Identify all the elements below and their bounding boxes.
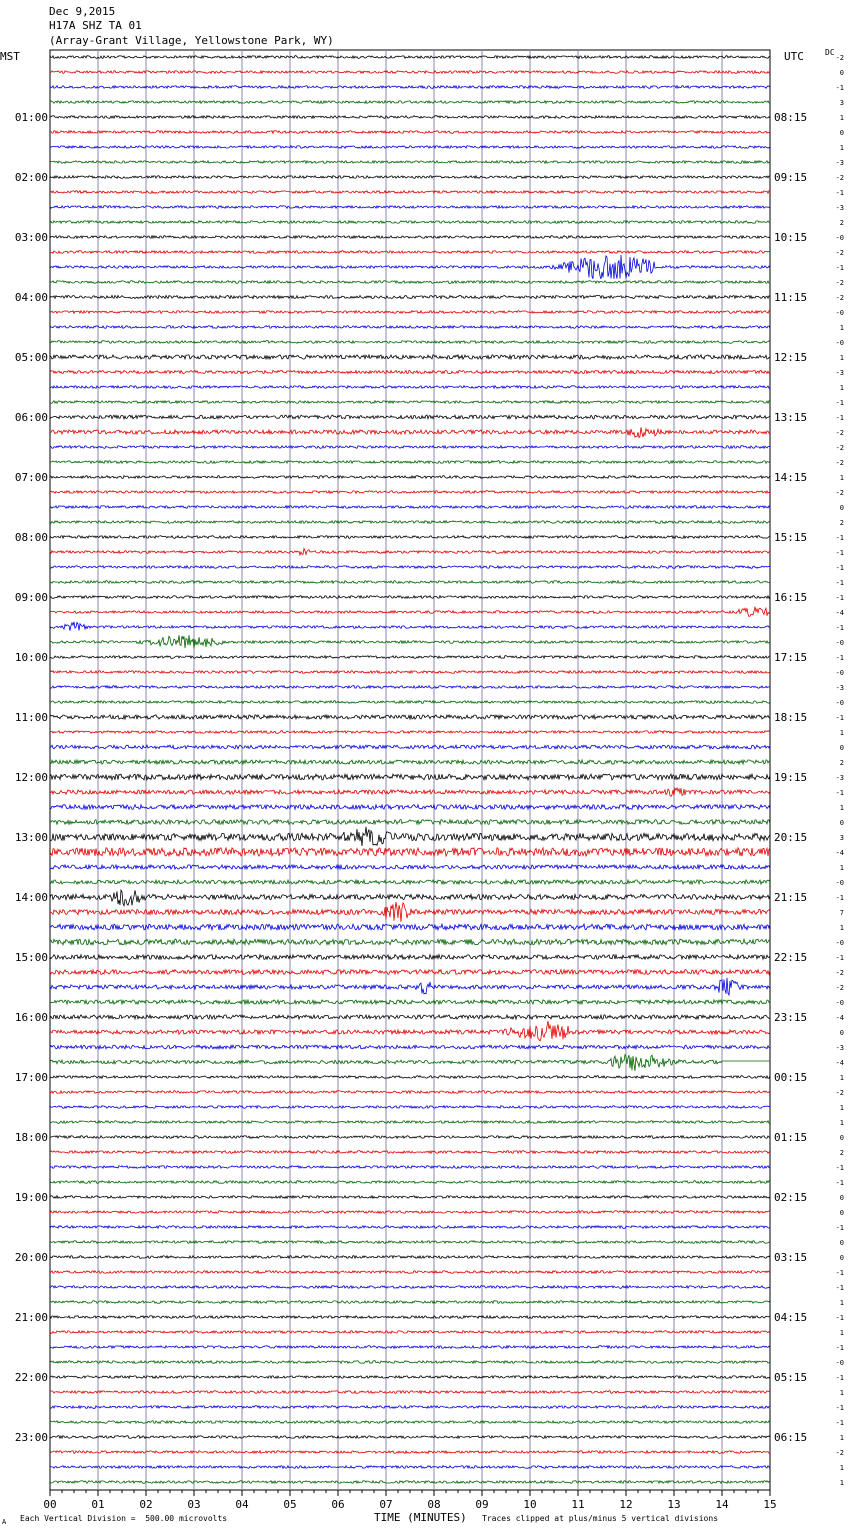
dc-offset-value: -3 (835, 1044, 844, 1052)
trace-line (50, 671, 770, 674)
left-hour-label: 17:00 (14, 1071, 48, 1084)
trace-line (50, 415, 770, 419)
dc-offset-value: -2 (835, 984, 844, 992)
dc-offset-value: 0 (839, 1239, 844, 1247)
dc-offset-value: 1 (839, 144, 844, 152)
dc-offset-value: -3 (835, 774, 844, 782)
dc-offset-value: -2 (835, 1449, 844, 1457)
trace-line (50, 1211, 770, 1214)
footer-clip-note: Traces clipped at plus/minus 5 vertical divisions (482, 1514, 719, 1523)
left-hour-label: 18:00 (14, 1131, 48, 1144)
trace-line (50, 281, 770, 284)
trace-line (50, 596, 770, 599)
trace-line (50, 1076, 770, 1079)
left-hour-label: 20:00 (14, 1251, 48, 1264)
trace-line (50, 820, 770, 825)
trace-line (50, 355, 770, 359)
trace-line (50, 880, 770, 884)
trace-line (50, 686, 770, 689)
trace-line (50, 427, 770, 437)
dc-offset-value: 1 (839, 864, 844, 872)
trace-line (50, 386, 770, 389)
left-timezone-label: MST (0, 50, 20, 63)
right-hour-label: 02:15 (774, 1191, 808, 1204)
trace-line (50, 1166, 770, 1169)
dc-offset-value: -1 (835, 1314, 844, 1322)
dc-offset-value: -4 (835, 1059, 844, 1067)
footer-mark: A (2, 1518, 7, 1526)
trace-line (50, 370, 770, 373)
left-hour-label: 19:00 (14, 1191, 48, 1204)
trace-line (50, 731, 770, 734)
right-hour-label: 09:15 (774, 171, 808, 184)
dc-offset-value: -1 (835, 1344, 844, 1352)
trace-line (50, 890, 770, 906)
trace-line (50, 848, 770, 856)
dc-offset-value: -1 (835, 954, 844, 962)
right-hour-label: 13:15 (774, 411, 808, 424)
dc-offset-value: 1 (839, 1464, 844, 1472)
dc-offset-value: 1 (839, 924, 844, 932)
dc-offset-value: -0 (835, 339, 844, 347)
right-hour-label: 15:15 (774, 531, 808, 544)
trace-line (50, 1481, 770, 1484)
dc-offset-value: 1 (839, 1329, 844, 1337)
left-hour-label: 04:00 (14, 291, 48, 304)
left-hour-label: 22:00 (14, 1371, 48, 1384)
dc-offset-value: -2 (835, 294, 844, 302)
dc-offset-value: -0 (835, 1359, 844, 1367)
trace-line (50, 1241, 770, 1244)
dc-offset-value: -1 (835, 534, 844, 542)
dc-offset-value: 1 (839, 1074, 844, 1082)
dc-offset-value: -0 (835, 309, 844, 317)
dc-offset-value: 0 (839, 129, 844, 137)
dc-offset-value: -1 (835, 1404, 844, 1412)
trace-line (50, 1331, 770, 1334)
dc-offset-value: -1 (835, 654, 844, 662)
left-hour-label: 15:00 (14, 951, 48, 964)
right-hour-label: 19:15 (774, 771, 808, 784)
dc-offset-header: DC (825, 48, 835, 57)
dc-offset-value: -0 (835, 939, 844, 947)
trace-line (50, 311, 770, 314)
dc-offset-value: 0 (839, 1029, 844, 1037)
dc-offset-value: -2 (835, 489, 844, 497)
trace-line (50, 607, 770, 617)
dc-offset-value: -1 (835, 894, 844, 902)
right-hour-label: 08:15 (774, 111, 808, 124)
trace-line (50, 865, 770, 869)
dc-offset-value: -1 (835, 564, 844, 572)
trace-line (50, 221, 770, 224)
left-hour-label: 05:00 (14, 351, 48, 364)
dc-offset-value: -2 (835, 54, 844, 62)
trace-line (50, 1045, 770, 1049)
dc-offset-value: -2 (835, 459, 844, 467)
dc-offset-value: -2 (835, 279, 844, 287)
dc-offset-value: 0 (839, 1194, 844, 1202)
trace-line (50, 635, 770, 648)
trace-line (50, 161, 770, 164)
trace-line (50, 1436, 770, 1439)
trace-line (50, 1121, 770, 1124)
trace-line (50, 1271, 770, 1274)
dc-offset-value: 0 (839, 504, 844, 512)
dc-offset-value: -1 (835, 399, 844, 407)
dc-offset-value: 1 (839, 1479, 844, 1487)
x-tick-label: 12 (619, 1498, 633, 1511)
header-location: (Array-Grant Village, Yellowstone Park, WY) (49, 34, 334, 47)
trace-line (50, 146, 770, 149)
right-hour-label: 22:15 (774, 951, 808, 964)
dc-offset-value: 1 (839, 729, 844, 737)
dc-offset-value: -0 (835, 234, 844, 242)
trace-line (50, 622, 770, 631)
trace-line (50, 176, 770, 179)
trace-line (50, 1346, 770, 1349)
dc-offset-value: 2 (839, 1149, 844, 1157)
x-tick-label: 04 (235, 1498, 249, 1511)
trace-line (50, 116, 770, 119)
trace-line (50, 548, 770, 555)
dc-offset-value: -3 (835, 684, 844, 692)
dc-offset-value: -1 (835, 1179, 844, 1187)
dc-offset-value: 2 (839, 519, 844, 527)
x-axis-title: TIME (MINUTES) (374, 1511, 467, 1524)
dc-offset-value: -1 (835, 714, 844, 722)
trace-line (50, 1256, 770, 1259)
right-hour-label: 00:15 (774, 1071, 808, 1084)
left-hour-label: 02:00 (14, 171, 48, 184)
trace-line (50, 1181, 770, 1184)
dc-offset-value: 3 (839, 99, 844, 107)
left-hour-label: 12:00 (14, 771, 48, 784)
dc-offset-value: 0 (839, 69, 844, 77)
trace-line (50, 401, 770, 404)
left-hour-label: 01:00 (14, 111, 48, 124)
dc-offset-value: 2 (839, 759, 844, 767)
trace-line (50, 86, 770, 89)
header-station: H17A SHZ TA 01 (49, 19, 142, 32)
dc-offset-value: -0 (835, 669, 844, 677)
dc-offset-value: -1 (835, 1164, 844, 1172)
left-hour-label: 11:00 (14, 711, 48, 724)
trace-line (50, 1286, 770, 1289)
trace-line (50, 1196, 770, 1199)
trace-line (50, 1421, 770, 1424)
right-hour-label: 20:15 (774, 831, 808, 844)
dc-offset-value: -3 (835, 159, 844, 167)
trace-line (50, 295, 770, 298)
dc-offset-value: -2 (835, 429, 844, 437)
x-tick-label: 13 (667, 1498, 681, 1511)
x-tick-label: 15 (763, 1498, 777, 1511)
right-hour-label: 17:15 (774, 651, 808, 664)
right-hour-label: 11:15 (774, 291, 808, 304)
dc-offset-value: -2 (835, 1089, 844, 1097)
dc-offset-value: -1 (835, 1269, 844, 1277)
dc-offset-value: -1 (835, 189, 844, 197)
trace-line (50, 341, 770, 344)
trace-line (50, 1406, 770, 1409)
trace-line (50, 506, 770, 509)
trace-line (50, 1226, 770, 1229)
left-hour-label: 09:00 (14, 591, 48, 604)
right-hour-label: 21:15 (774, 891, 808, 904)
dc-offset-value: -0 (835, 879, 844, 887)
dc-offset-value: 1 (839, 804, 844, 812)
plot-frame (50, 50, 770, 1490)
trace-line (50, 491, 770, 494)
trace-line (50, 326, 770, 329)
dc-offset-value: -2 (835, 969, 844, 977)
trace-line (50, 1021, 770, 1041)
left-hour-label: 13:00 (14, 831, 48, 844)
right-hour-label: 14:15 (774, 471, 808, 484)
right-hour-label: 23:15 (774, 1011, 808, 1024)
trace-line (50, 566, 770, 569)
x-tick-label: 01 (91, 1498, 105, 1511)
trace-line (50, 805, 770, 810)
left-hour-label: 10:00 (14, 651, 48, 664)
trace-line (50, 774, 770, 780)
left-hour-label: 07:00 (14, 471, 48, 484)
dc-offset-value: -1 (835, 594, 844, 602)
dc-offset-value: 3 (839, 834, 844, 842)
dc-offset-value: 0 (839, 1134, 844, 1142)
dc-offset-value: -4 (835, 609, 844, 617)
trace-line (50, 827, 770, 846)
trace-line (50, 656, 770, 659)
trace-line (50, 581, 770, 584)
trace-line (50, 902, 770, 922)
dc-offset-value: -1 (835, 1374, 844, 1382)
dc-offset-value: -1 (835, 1419, 844, 1427)
x-tick-label: 00 (43, 1498, 57, 1511)
trace-line (50, 191, 770, 194)
trace-line (50, 236, 770, 239)
dc-offset-value: -3 (835, 369, 844, 377)
trace-line (50, 101, 770, 104)
trace-line (50, 71, 770, 74)
x-tick-label: 14 (715, 1498, 729, 1511)
dc-offset-value: 2 (839, 219, 844, 227)
trace-line (50, 1466, 770, 1469)
dc-offset-value: 0 (839, 744, 844, 752)
dc-offset-value: 1 (839, 354, 844, 362)
trace-line (50, 446, 770, 449)
trace-line (50, 1361, 770, 1364)
trace-line (50, 1151, 770, 1154)
dc-offset-value: -2 (835, 444, 844, 452)
x-tick-label: 11 (571, 1498, 585, 1511)
trace-line (50, 788, 770, 796)
dc-offset-value: 0 (839, 1254, 844, 1262)
right-hour-label: 04:15 (774, 1311, 808, 1324)
left-hour-label: 16:00 (14, 1011, 48, 1024)
x-tick-label: 03 (187, 1498, 201, 1511)
right-hour-label: 06:15 (774, 1431, 808, 1444)
trace-line (50, 255, 770, 279)
x-tick-label: 06 (331, 1498, 345, 1511)
dc-offset-value: 1 (839, 1104, 844, 1112)
dc-offset-value: 1 (839, 324, 844, 332)
left-hour-label: 14:00 (14, 891, 48, 904)
trace-line (50, 461, 770, 464)
dc-offset-value: -3 (835, 204, 844, 212)
trace-line (50, 978, 770, 995)
right-timezone-label: UTC (784, 50, 804, 63)
dc-offset-value: 1 (839, 1119, 844, 1127)
trace-line (50, 970, 770, 975)
dc-offset-value: -1 (835, 549, 844, 557)
dc-offset-value: 1 (839, 114, 844, 122)
dc-offset-value: 0 (839, 819, 844, 827)
right-hour-label: 16:15 (774, 591, 808, 604)
trace-line (50, 1391, 770, 1394)
right-hour-label: 12:15 (774, 351, 808, 364)
left-hour-label: 06:00 (14, 411, 48, 424)
dc-offset-value: -1 (835, 624, 844, 632)
dc-offset-value: -1 (835, 414, 844, 422)
right-hour-label: 03:15 (774, 1251, 808, 1264)
trace-line (50, 745, 770, 749)
left-hour-label: 08:00 (14, 531, 48, 544)
trace-line (50, 1106, 770, 1109)
left-hour-label: 03:00 (14, 231, 48, 244)
dc-offset-value: 7 (839, 909, 844, 917)
trace-line (50, 536, 770, 539)
left-hour-label: 23:00 (14, 1431, 48, 1444)
right-hour-label: 10:15 (774, 231, 808, 244)
right-hour-label: 18:15 (774, 711, 808, 724)
trace-line (50, 521, 770, 524)
trace-line (50, 56, 770, 59)
x-tick-label: 05 (283, 1498, 297, 1511)
dc-offset-value: 1 (839, 384, 844, 392)
dc-offset-value: -1 (835, 789, 844, 797)
left-hour-label: 21:00 (14, 1311, 48, 1324)
dc-offset-value: -2 (835, 249, 844, 257)
dc-offset-value: -1 (835, 579, 844, 587)
x-tick-label: 02 (139, 1498, 153, 1511)
dc-offset-value: -4 (835, 849, 844, 857)
trace-line (50, 206, 770, 209)
footer-scale-note: Each Vertical Division = 500.00 microvolts (20, 1514, 228, 1523)
right-hour-label: 05:15 (774, 1371, 808, 1384)
x-tick-label: 08 (427, 1498, 441, 1511)
trace-line (50, 1451, 770, 1454)
dc-offset-value: 1 (839, 1299, 844, 1307)
right-hour-label: 01:15 (774, 1131, 808, 1144)
trace-line (50, 715, 770, 719)
x-tick-label: 09 (475, 1498, 489, 1511)
dc-offset-value: -0 (835, 999, 844, 1007)
trace-line (50, 1301, 770, 1304)
trace-line (50, 701, 770, 704)
dc-offset-value: -4 (835, 1014, 844, 1022)
dc-offset-value: -1 (835, 84, 844, 92)
header-date: Dec 9,2015 (49, 5, 116, 18)
x-tick-label: 10 (523, 1498, 537, 1511)
trace-line (50, 1091, 770, 1094)
trace-line (50, 939, 770, 945)
trace-line (50, 1000, 770, 1004)
dc-offset-value: -0 (835, 699, 844, 707)
trace-line (50, 1376, 770, 1379)
dc-offset-value: -1 (835, 1224, 844, 1232)
trace-line (50, 1316, 770, 1319)
dc-offset-value: 0 (839, 1209, 844, 1217)
trace-line (50, 476, 770, 479)
dc-offset-value: 1 (839, 1434, 844, 1442)
trace-line (50, 924, 770, 930)
dc-offset-value: 1 (839, 474, 844, 482)
trace-line (50, 1055, 770, 1071)
trace-line (50, 1136, 770, 1139)
dc-offset-value: -0 (835, 639, 844, 647)
trace-line (50, 760, 770, 764)
trace-line (50, 955, 770, 960)
trace-line (50, 1015, 770, 1019)
dc-offset-value: 1 (839, 1389, 844, 1397)
dc-offset-value: -1 (835, 264, 844, 272)
trace-line (50, 251, 770, 254)
trace-line (50, 131, 770, 134)
x-tick-label: 07 (379, 1498, 393, 1511)
dc-offset-value: -1 (835, 1284, 844, 1292)
dc-offset-value: -2 (835, 174, 844, 182)
